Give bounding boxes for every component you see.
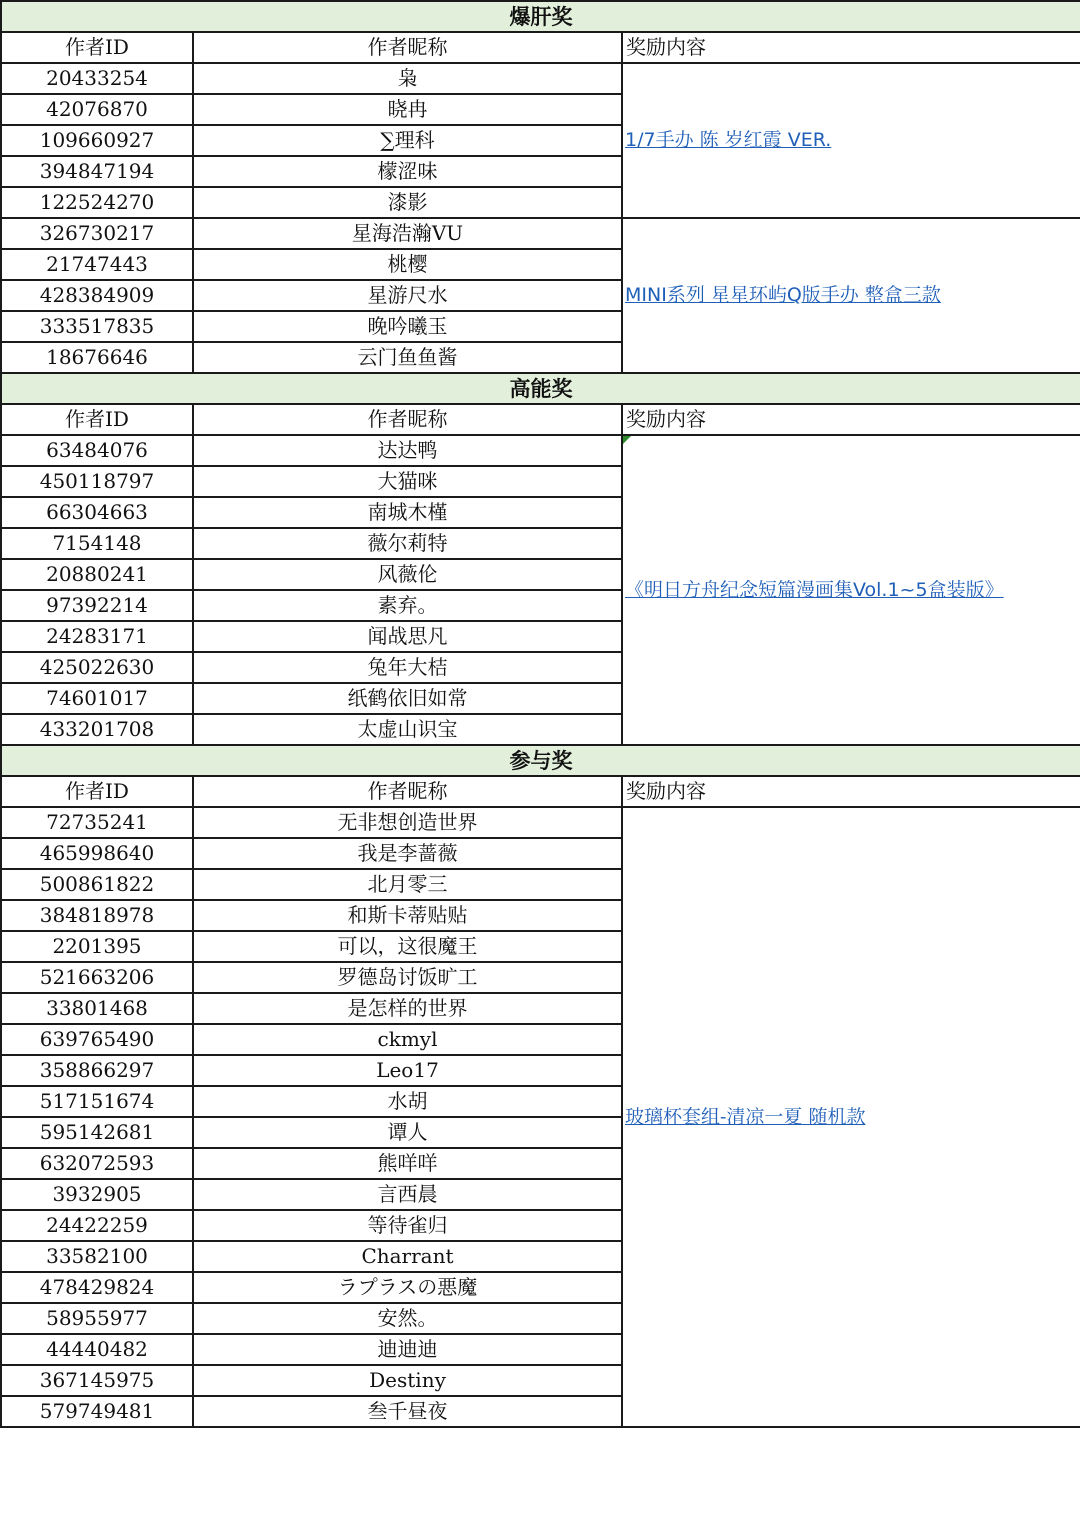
author-nickname: ラプラスの悪魔: [193, 1272, 622, 1303]
author-nickname: 迪迪迪: [193, 1334, 622, 1365]
author-nickname: 星海浩瀚VU: [193, 218, 622, 249]
author-nickname: Leo17: [193, 1055, 622, 1086]
reward-link[interactable]: 1/7手办 陈 岁红霞 VER.: [625, 129, 832, 151]
author-nickname: ckmyl: [193, 1024, 622, 1055]
author-nickname: 谭人: [193, 1117, 622, 1148]
header-author-id: 作者ID: [1, 776, 193, 807]
header-author-nickname: 作者昵称: [193, 404, 622, 435]
author-id: 20880241: [1, 559, 193, 590]
author-id: 478429824: [1, 1272, 193, 1303]
author-id: 465998640: [1, 838, 193, 869]
author-id: 394847194: [1, 156, 193, 187]
author-nickname: 可以，这很魔王: [193, 931, 622, 962]
author-nickname: 大猫咪: [193, 466, 622, 497]
author-nickname: 薇尔莉特: [193, 528, 622, 559]
section-title: 参与奖: [1, 745, 1080, 776]
author-id: 109660927: [1, 125, 193, 156]
author-id: 24422259: [1, 1210, 193, 1241]
table-row: [1, 63, 1080, 94]
author-id: 358866297: [1, 1055, 193, 1086]
author-id: 425022630: [1, 652, 193, 683]
author-id: 74601017: [1, 683, 193, 714]
header-row: [1, 776, 1080, 807]
author-id: 500861822: [1, 869, 193, 900]
author-id: 18676646: [1, 342, 193, 373]
header-reward: 奖励内容: [622, 776, 1080, 807]
reward-link[interactable]: 玻璃杯套组-清凉一夏 随机款: [625, 1105, 866, 1128]
author-nickname: 风薇伦: [193, 559, 622, 590]
author-nickname: 枭: [193, 63, 622, 94]
author-id: 20433254: [1, 63, 193, 94]
author-nickname: 兔年大桔: [193, 652, 622, 683]
author-nickname: 熊咩咩: [193, 1148, 622, 1179]
author-id: 579749481: [1, 1396, 193, 1427]
reward-link[interactable]: MINI系列 星星环屿Q版手办 整盒三款: [625, 284, 941, 306]
author-nickname: 闻战思凡: [193, 621, 622, 652]
author-id: 333517835: [1, 311, 193, 342]
author-id: 24283171: [1, 621, 193, 652]
author-id: 384818978: [1, 900, 193, 931]
author-nickname: 罗德岛讨饭旷工: [193, 962, 622, 993]
author-nickname: 纸鹤依旧如常: [193, 683, 622, 714]
author-id: 21747443: [1, 249, 193, 280]
reward-cell[interactable]: [622, 435, 1080, 745]
reward-cell[interactable]: [622, 218, 1080, 373]
author-id: 122524270: [1, 187, 193, 218]
author-id: 517151674: [1, 1086, 193, 1117]
author-id: 326730217: [1, 218, 193, 249]
author-nickname: Charrant: [193, 1241, 622, 1272]
author-nickname: Destiny: [193, 1365, 622, 1396]
author-nickname: 星游尺水: [193, 280, 622, 311]
author-id: 521663206: [1, 962, 193, 993]
author-nickname: 是怎样的世界: [193, 993, 622, 1024]
author-nickname: 太虚山识宝: [193, 714, 622, 745]
author-nickname: 南城木槿: [193, 497, 622, 528]
header-author-nickname: 作者昵称: [193, 32, 622, 63]
author-id: 97392214: [1, 590, 193, 621]
section-title-row: [1, 373, 1080, 404]
reward-link[interactable]: 《明日方舟纪念短篇漫画集Vol.1~5盒装版》: [625, 578, 1004, 601]
section-title: 爆肝奖: [1, 1, 1080, 32]
author-id: 428384909: [1, 280, 193, 311]
author-id: 63484076: [1, 435, 193, 466]
author-id: 639765490: [1, 1024, 193, 1055]
author-id: 2201395: [1, 931, 193, 962]
header-row: [1, 404, 1080, 435]
author-id: 450118797: [1, 466, 193, 497]
author-id: 33801468: [1, 993, 193, 1024]
reward-cell[interactable]: [622, 807, 1080, 1427]
author-nickname: 云门鱼鱼酱: [193, 342, 622, 373]
author-nickname: 桃樱: [193, 249, 622, 280]
author-id: 66304663: [1, 497, 193, 528]
author-nickname: 晚吟曦玉: [193, 311, 622, 342]
author-id: 58955977: [1, 1303, 193, 1334]
author-nickname: 北月零三: [193, 869, 622, 900]
header-reward: 奖励内容: [622, 404, 1080, 435]
header-author-id: 作者ID: [1, 32, 193, 63]
author-id: 72735241: [1, 807, 193, 838]
author-nickname: 安然。: [193, 1303, 622, 1334]
header-reward: 奖励内容: [622, 32, 1080, 63]
author-id: 632072593: [1, 1148, 193, 1179]
author-id: 433201708: [1, 714, 193, 745]
author-nickname: 无非想创造世界: [193, 807, 622, 838]
author-nickname: [193, 187, 622, 218]
section-title-row: [1, 1, 1080, 32]
author-nickname: 达达鸭: [193, 435, 622, 466]
header-author-id: 作者ID: [1, 404, 193, 435]
author-nickname: 等待雀归: [193, 1210, 622, 1241]
table-row: [1, 807, 1080, 838]
author-id: 42076870: [1, 94, 193, 125]
author-id: 44440482: [1, 1334, 193, 1365]
author-nickname: 素弃。: [193, 590, 622, 621]
author-nickname: 水胡: [193, 1086, 622, 1117]
author-id: 33582100: [1, 1241, 193, 1272]
author-nickname: 和斯卡蒂贴贴: [193, 900, 622, 931]
author-id: 595142681: [1, 1117, 193, 1148]
author-nickname-text: 漆影: [387, 190, 428, 214]
section-title: 高能奖: [1, 373, 1080, 404]
author-id: 367145975: [1, 1365, 193, 1396]
table-row: [1, 435, 1080, 466]
author-nickname: 言西晨: [193, 1179, 622, 1210]
author-nickname: 我是李蔷薇: [193, 838, 622, 869]
header-row: [1, 32, 1080, 63]
author-id: 7154148: [1, 528, 193, 559]
header-author-nickname: 作者昵称: [193, 776, 622, 807]
section-title-row: [1, 745, 1080, 776]
table-row: [1, 218, 1080, 249]
author-nickname: 叁千昼夜: [193, 1396, 622, 1427]
author-nickname: 晓冉: [193, 94, 622, 125]
author-nickname: ∑理科: [193, 125, 622, 156]
reward-cell[interactable]: [622, 63, 1080, 218]
author-id: 3932905: [1, 1179, 193, 1210]
author-nickname: 檬涩味: [193, 156, 622, 187]
